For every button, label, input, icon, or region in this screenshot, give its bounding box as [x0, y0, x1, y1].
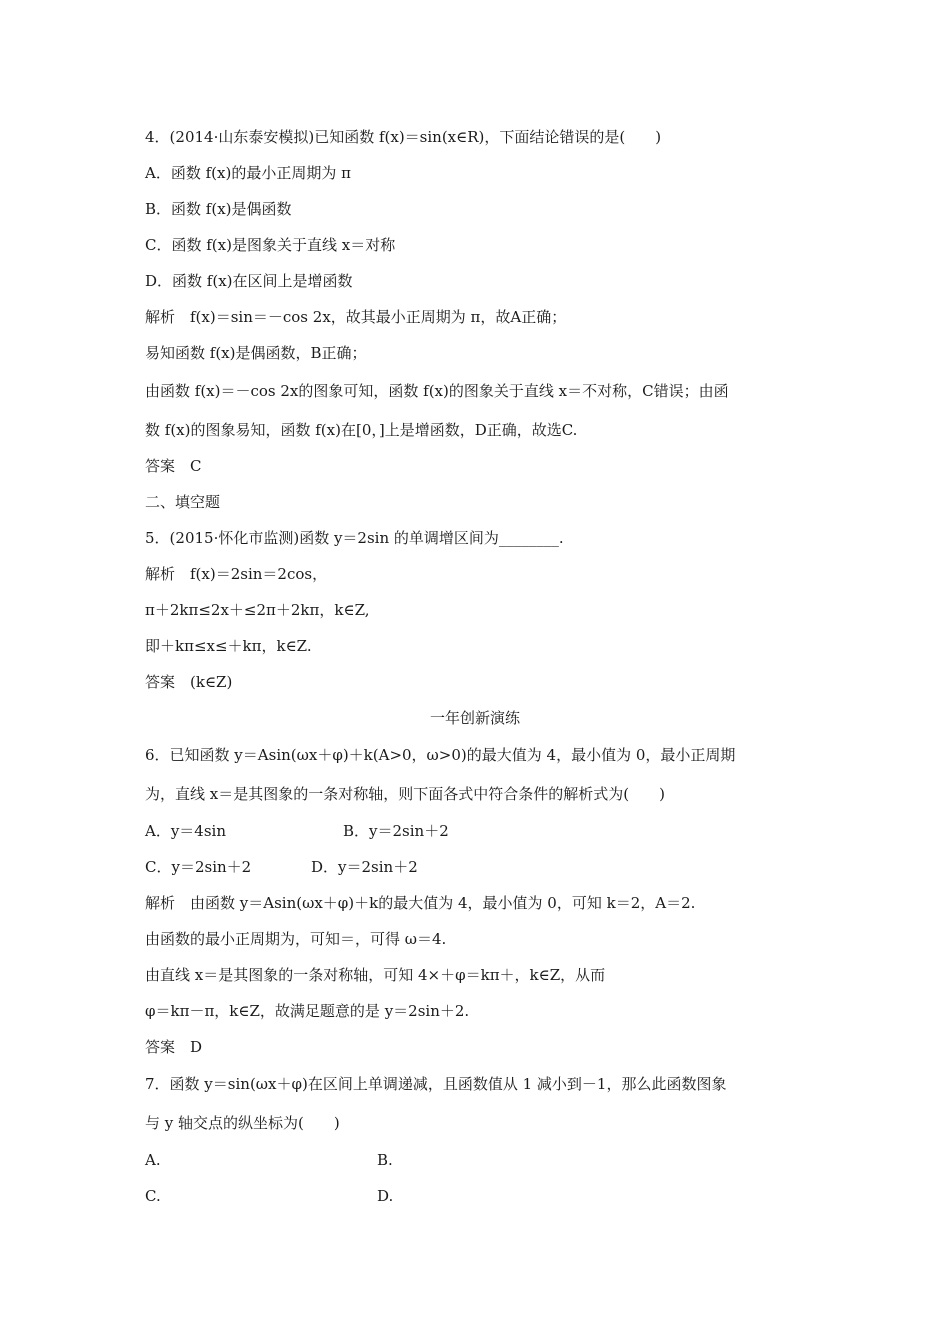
q5-analysis-line-1: 解析 f(x)＝2sin＝2cos，	[145, 565, 328, 583]
q4-option-b: B．函数 f(x)是偶函数	[145, 200, 292, 218]
q5-analysis-line-3: 即＋kπ≤x≤＋kπ，k∈Z.	[145, 637, 312, 655]
q7-stem-line-1: 7．函数 y＝sin(ωx＋φ)在区间上单调递减，且函数值从 1 减小到－1，那么此函数图象	[145, 1075, 727, 1093]
q6-option-d: D．y＝2sin＋2	[311, 858, 418, 876]
q5-answer: 答案 (k∈Z)	[145, 673, 233, 691]
q6-option-a: A．y＝4sin	[145, 822, 227, 840]
q4-stem: 4．(2014·山东泰安模拟)已知函数 f(x)＝sin(x∈R)，下面结论错误的是( )	[145, 128, 662, 146]
q6-option-b: B．y＝2sin＋2	[343, 822, 449, 840]
section-fill-heading: 二、填空题	[145, 493, 221, 511]
q6-analysis-line-1: 解析 由函数 y＝Asin(ωx＋φ)＋k的最大值为 4，最小值为 0，可知 k＝2，A＝2.	[145, 894, 696, 912]
q4-analysis-line-4: 数 f(x)的图象易知，函数 f(x)在[0，]上是增函数，D正确，故选C.	[145, 421, 578, 439]
q7-stem-line-2: 与 y 轴交点的纵坐标为( )	[145, 1114, 340, 1132]
q7-option-a: A.	[145, 1151, 161, 1169]
q6-stem-line-1: 6．已知函数 y＝Asin(ωx＋φ)＋k(A>0，ω>0)的最大值为 4，最小值为 0，最小正周期	[145, 746, 736, 764]
q7-option-d: D.	[377, 1187, 394, 1205]
q4-answer: 答案 C	[145, 457, 202, 475]
q7-option-c: C.	[145, 1187, 161, 1205]
q4-analysis-line-1: 解析 f(x)＝sin＝－cos 2x，故其最小正周期为 π，故A正确；	[145, 308, 567, 326]
q4-option-c: C．函数 f(x)是图象关于直线 x＝对称	[145, 236, 396, 254]
q6-analysis-line-2: 由函数的最小正周期为，可知＝，可得 ω＝4.	[145, 930, 447, 948]
q4-option-a: A．函数 f(x)的最小正周期为 π	[145, 164, 351, 182]
q4-option-d: D．函数 f(x)在区间上是增函数	[145, 272, 353, 290]
q6-analysis-line-4: φ＝kπ－π，k∈Z，故满足题意的是 y＝2sin＋2.	[145, 1002, 470, 1020]
q6-option-c: C．y＝2sin＋2	[145, 858, 252, 876]
q6-stem-line-2: 为，直线 x＝是其图象的一条对称轴，则下面各式中符合条件的解析式为( )	[145, 785, 665, 803]
q6-analysis-line-3: 由直线 x＝是其图象的一条对称轴，可知 4×＋φ＝kπ＋，k∈Z，从而	[145, 966, 606, 984]
q5-analysis-line-2: π＋2kπ≤2x＋≤2π＋2kπ，k∈Z,	[145, 601, 370, 619]
q6-answer: 答案 D	[145, 1038, 203, 1056]
q4-analysis-line-2: 易知函数 f(x)是偶函数，B正确；	[145, 344, 367, 362]
section-year-heading: 一年创新演练	[429, 709, 520, 727]
q7-option-b: B.	[377, 1151, 393, 1169]
q4-analysis-line-3: 由函数 f(x)＝－cos 2x的图象可知，函数 f(x)的图象关于直线 x＝不对称，C错误；由函	[145, 382, 729, 400]
q5-stem: 5．(2015·怀化市监测)函数 y＝2sin 的单调增区间为________.	[145, 529, 564, 547]
